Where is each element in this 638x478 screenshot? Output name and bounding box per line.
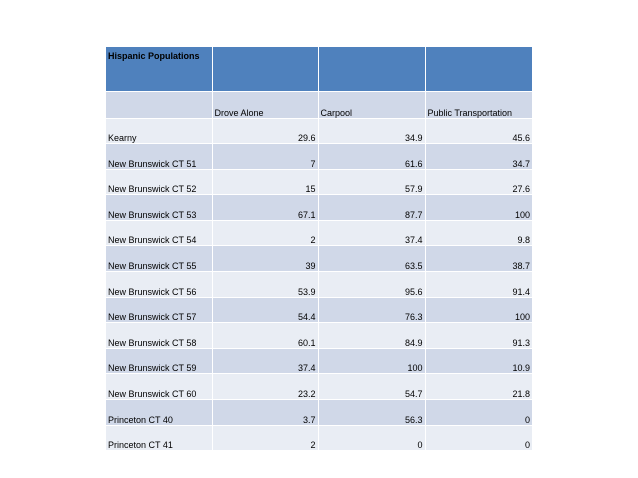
table-cell: 3.7 bbox=[212, 400, 318, 426]
table-row bbox=[106, 425, 532, 451]
table-row bbox=[106, 348, 532, 374]
table-row bbox=[106, 272, 532, 298]
table-cell: 87.7 bbox=[318, 195, 425, 221]
table-row bbox=[106, 297, 532, 323]
table-cell: 34.9 bbox=[318, 118, 425, 144]
row-label: Princeton CT 40 bbox=[106, 400, 212, 426]
table-cell: 10.9 bbox=[425, 348, 532, 374]
table-cell: 67.1 bbox=[212, 195, 318, 221]
table-cell: 100 bbox=[318, 348, 425, 374]
row-label: Princeton CT 41 bbox=[106, 425, 212, 451]
table-row bbox=[106, 195, 532, 221]
column-header-drove-alone: Drove Alone bbox=[212, 91, 318, 118]
row-label: New Brunswick CT 57 bbox=[106, 297, 212, 323]
table-cell: 2 bbox=[212, 220, 318, 246]
table-cell: 95.6 bbox=[318, 272, 425, 298]
table-cell: 38.7 bbox=[425, 246, 532, 272]
table-cell: 39 bbox=[212, 246, 318, 272]
table-cell: 0 bbox=[425, 400, 532, 426]
table-cell: 21.8 bbox=[425, 374, 532, 400]
row-label: New Brunswick CT 56 bbox=[106, 272, 212, 298]
table-cell: 100 bbox=[425, 195, 532, 221]
table-cell: 0 bbox=[318, 425, 425, 451]
table-cell: 45.6 bbox=[425, 118, 532, 144]
table-row bbox=[106, 246, 532, 272]
table-row bbox=[106, 144, 532, 170]
table-cell: 37.4 bbox=[212, 348, 318, 374]
row-label: New Brunswick CT 52 bbox=[106, 169, 212, 195]
header-cell bbox=[425, 47, 532, 91]
table-cell: 56.3 bbox=[318, 400, 425, 426]
table-cell: 91.4 bbox=[425, 272, 532, 298]
table-row bbox=[106, 323, 532, 349]
row-label: New Brunswick CT 51 bbox=[106, 144, 212, 170]
table-row bbox=[106, 400, 532, 426]
row-label: New Brunswick CT 53 bbox=[106, 195, 212, 221]
row-label: Kearny bbox=[106, 118, 212, 144]
table-row bbox=[106, 118, 532, 144]
column-header-row bbox=[106, 91, 532, 118]
column-header-public-transportation: Public Transportation bbox=[425, 91, 532, 118]
table-cell: 91.3 bbox=[425, 323, 532, 349]
table-cell: 53.9 bbox=[212, 272, 318, 298]
column-header-carpool: Carpool bbox=[318, 91, 425, 118]
table-title: Hispanic Populations bbox=[106, 47, 212, 91]
table-cell: 61.6 bbox=[318, 144, 425, 170]
header-cell bbox=[212, 47, 318, 91]
table-cell: 0 bbox=[425, 425, 532, 451]
column-header-blank bbox=[106, 91, 212, 118]
table-cell: 2 bbox=[212, 425, 318, 451]
table-row bbox=[106, 374, 532, 400]
table-cell: 57.9 bbox=[318, 169, 425, 195]
table-cell: 76.3 bbox=[318, 297, 425, 323]
table-row bbox=[106, 220, 532, 246]
table-cell: 63.5 bbox=[318, 246, 425, 272]
row-label: New Brunswick CT 60 bbox=[106, 374, 212, 400]
table-cell: 54.4 bbox=[212, 297, 318, 323]
header-cell bbox=[318, 47, 425, 91]
table-cell: 60.1 bbox=[212, 323, 318, 349]
table-cell: 27.6 bbox=[425, 169, 532, 195]
row-label: New Brunswick CT 59 bbox=[106, 348, 212, 374]
data-table bbox=[106, 47, 532, 451]
row-label: New Brunswick CT 55 bbox=[106, 246, 212, 272]
table-cell: 37.4 bbox=[318, 220, 425, 246]
row-label: New Brunswick CT 58 bbox=[106, 323, 212, 349]
table-cell: 7 bbox=[212, 144, 318, 170]
table-cell: 100 bbox=[425, 297, 532, 323]
header-row bbox=[106, 47, 532, 91]
table-cell: 23.2 bbox=[212, 374, 318, 400]
table-cell: 54.7 bbox=[318, 374, 425, 400]
table-body bbox=[106, 47, 532, 451]
table-cell: 34.7 bbox=[425, 144, 532, 170]
table-cell: 84.9 bbox=[318, 323, 425, 349]
row-label: New Brunswick CT 54 bbox=[106, 220, 212, 246]
table-cell: 9.8 bbox=[425, 220, 532, 246]
table-row bbox=[106, 169, 532, 195]
table-cell: 15 bbox=[212, 169, 318, 195]
table-cell: 29.6 bbox=[212, 118, 318, 144]
